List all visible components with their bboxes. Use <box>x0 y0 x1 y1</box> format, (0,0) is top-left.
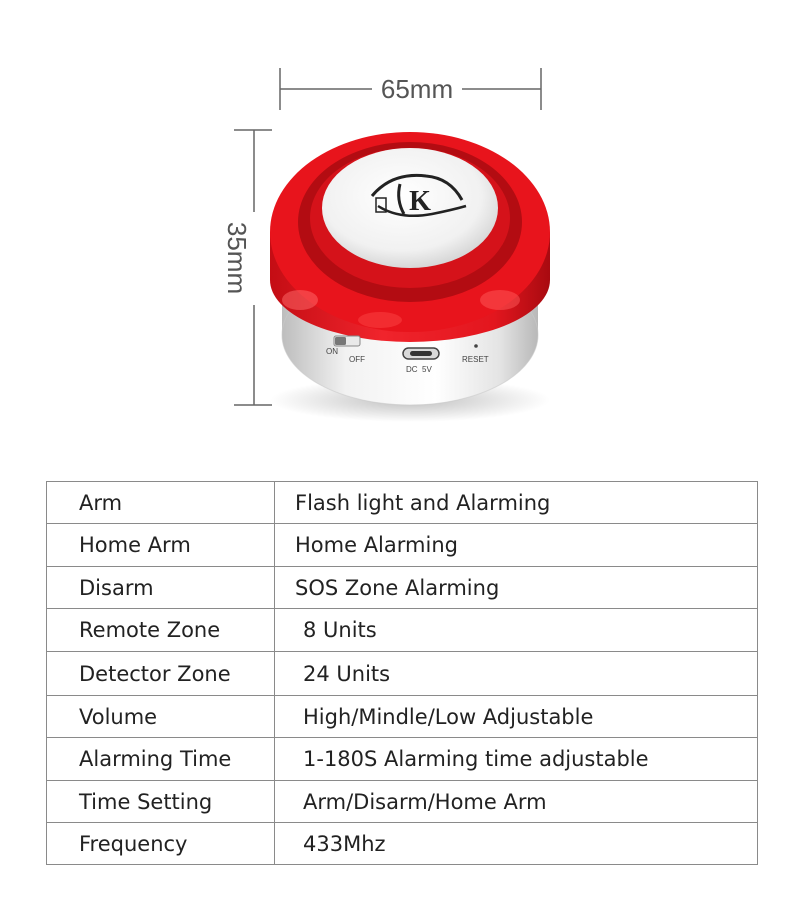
logo-letter: K <box>409 186 431 217</box>
spec-value: Arm/Disarm/Home Arm <box>275 781 758 823</box>
height-label: 35mm <box>222 221 252 295</box>
table-row <box>47 823 758 865</box>
spec-name: Alarming Time <box>47 738 275 781</box>
spec-name: Home Arm <box>47 524 275 567</box>
spec-table <box>46 481 758 865</box>
spec-value: Home Alarming <box>275 524 758 567</box>
height-dimension <box>222 130 272 405</box>
spec-name: Detector Zone <box>47 652 275 696</box>
spec-name: Frequency <box>47 823 275 865</box>
width-dimension <box>280 68 541 110</box>
switch-off-label: OFF <box>349 355 365 364</box>
width-label: 65mm <box>380 74 454 104</box>
table-row <box>47 738 758 781</box>
spec-name: Arm <box>47 482 275 524</box>
table-row <box>47 652 758 696</box>
spec-value: 8 Units <box>275 609 758 652</box>
table-row <box>47 567 758 609</box>
spec-name: Time Setting <box>47 781 275 823</box>
table-row <box>47 524 758 567</box>
table-row <box>47 609 758 652</box>
spec-name: Volume <box>47 696 275 738</box>
spec-name: Remote Zone <box>47 609 275 652</box>
spec-value: 1-180S Alarming time adjustable <box>275 738 758 781</box>
spec-value: SOS Zone Alarming <box>275 567 758 609</box>
spec-value: Flash light and Alarming <box>275 482 758 524</box>
spec-value: 24 Units <box>275 652 758 696</box>
reset-label: RESET <box>462 355 489 364</box>
dc-port-label: DC 5V <box>406 365 432 374</box>
spec-name: Disarm <box>47 567 275 609</box>
spec-value: High/Mindle/Low Adjustable <box>275 696 758 738</box>
switch-on-label: ON <box>326 347 338 356</box>
spec-value: 433Mhz <box>275 823 758 865</box>
table-row <box>47 781 758 823</box>
table-row <box>47 482 758 524</box>
table-row <box>47 696 758 738</box>
